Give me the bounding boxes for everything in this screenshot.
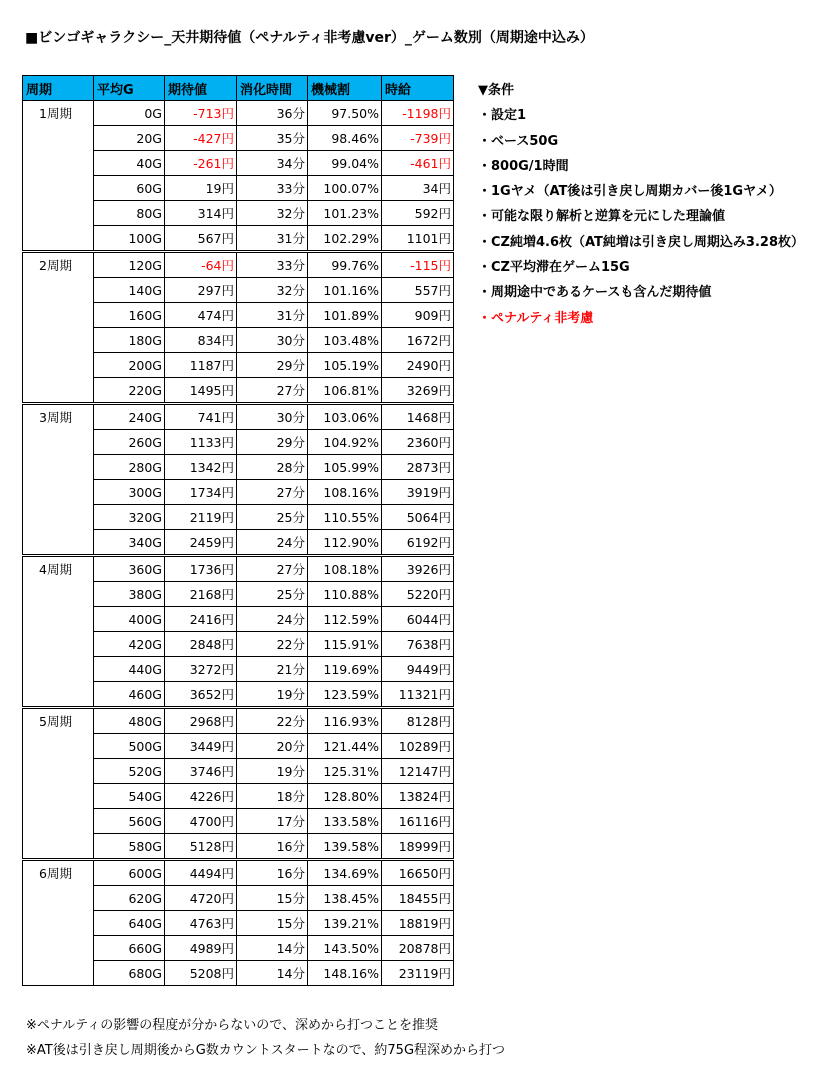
- hourly-wage-cell: 1468円: [382, 404, 454, 430]
- expected-value-cell: 4494円: [165, 860, 237, 886]
- footnote: ※AT後は引き戻し周期後からG数カウントスタートなので、約75G程深めから打つ: [26, 1043, 506, 1058]
- hourly-wage-cell: 16116円: [382, 809, 454, 834]
- payout-rate-cell: 133.58%: [308, 809, 382, 834]
- expected-value-cell: 5128円: [165, 834, 237, 860]
- payout-rate-cell: 99.04%: [308, 151, 382, 176]
- avg-games-cell: 60G: [94, 176, 165, 201]
- hourly-wage-cell: -1198円: [382, 101, 454, 126]
- avg-games-cell: 200G: [94, 353, 165, 378]
- table-row: [23, 860, 454, 886]
- hourly-wage-cell: 34円: [382, 176, 454, 201]
- avg-games-cell: 300G: [94, 480, 165, 505]
- payout-rate-cell: 108.16%: [308, 480, 382, 505]
- expected-value-cell: 1495円: [165, 378, 237, 404]
- play-time-cell: 14分: [237, 936, 308, 961]
- hourly-wage-cell: 5064円: [382, 505, 454, 530]
- hourly-wage-cell: 12147円: [382, 759, 454, 784]
- payout-rate-cell: 139.58%: [308, 834, 382, 860]
- avg-games-cell: 180G: [94, 328, 165, 353]
- expected-value-cell: 567円: [165, 226, 237, 252]
- payout-rate-cell: 99.76%: [308, 252, 382, 278]
- expected-value-cell: 4700円: [165, 809, 237, 834]
- avg-games-cell: 20G: [94, 126, 165, 151]
- hourly-wage-cell: 909円: [382, 303, 454, 328]
- play-time-cell: 22分: [237, 632, 308, 657]
- header-expected-value: 期待値: [165, 76, 237, 101]
- play-time-cell: 31分: [237, 303, 308, 328]
- avg-games-cell: 520G: [94, 759, 165, 784]
- avg-games-cell: 540G: [94, 784, 165, 809]
- play-time-cell: 27分: [237, 480, 308, 505]
- avg-games-cell: 340G: [94, 530, 165, 556]
- hourly-wage-cell: 3919円: [382, 480, 454, 505]
- table-body: [23, 101, 454, 986]
- payout-rate-cell: 106.81%: [308, 378, 382, 404]
- header-payout-rate: 機械割: [308, 76, 382, 101]
- header-cycle: 周期: [23, 76, 94, 101]
- expected-value-cell: 3449円: [165, 734, 237, 759]
- hourly-wage-cell: 11321円: [382, 682, 454, 708]
- payout-rate-cell: 123.59%: [308, 682, 382, 708]
- condition-item: ・1Gヤメ（AT後は引き戻し周期カバー後1Gヤメ）: [478, 184, 782, 200]
- payout-rate-cell: 101.23%: [308, 201, 382, 226]
- table-row: [23, 404, 454, 430]
- play-time-cell: 27分: [237, 378, 308, 404]
- play-time-cell: 33分: [237, 252, 308, 278]
- play-time-cell: 15分: [237, 911, 308, 936]
- payout-rate-cell: 121.44%: [308, 734, 382, 759]
- payout-rate-cell: 119.69%: [308, 657, 382, 682]
- payout-rate-cell: 104.92%: [308, 430, 382, 455]
- payout-rate-cell: 115.91%: [308, 632, 382, 657]
- expected-value-cell: 297円: [165, 278, 237, 303]
- payout-rate-cell: 116.93%: [308, 708, 382, 734]
- hourly-wage-cell: 5220円: [382, 582, 454, 607]
- payout-rate-cell: 98.46%: [308, 126, 382, 151]
- condition-item: ・周期途中であるケースも含んだ期待値: [478, 285, 712, 301]
- play-time-cell: 32分: [237, 278, 308, 303]
- play-time-cell: 32分: [237, 201, 308, 226]
- avg-games-cell: 620G: [94, 886, 165, 911]
- hourly-wage-cell: 557円: [382, 278, 454, 303]
- play-time-cell: 31分: [237, 226, 308, 252]
- condition-item: ・CZ平均滞在ゲーム15G: [478, 260, 630, 276]
- play-time-cell: 24分: [237, 607, 308, 632]
- hourly-wage-cell: 2360円: [382, 430, 454, 455]
- payout-rate-cell: 108.18%: [308, 556, 382, 582]
- expected-value-cell: 1133円: [165, 430, 237, 455]
- hourly-wage-cell: 9449円: [382, 657, 454, 682]
- payout-rate-cell: 100.07%: [308, 176, 382, 201]
- payout-rate-cell: 101.89%: [308, 303, 382, 328]
- expected-value-cell: 3746円: [165, 759, 237, 784]
- condition-item: ・ベース50G: [478, 133, 559, 149]
- payout-rate-cell: 103.48%: [308, 328, 382, 353]
- payout-rate-cell: 112.59%: [308, 607, 382, 632]
- payout-rate-cell: 102.29%: [308, 226, 382, 252]
- play-time-cell: 16分: [237, 834, 308, 860]
- hourly-wage-cell: 3269円: [382, 378, 454, 404]
- avg-games-cell: 240G: [94, 404, 165, 430]
- expected-value-cell: 2459円: [165, 530, 237, 556]
- hourly-wage-cell: 6044円: [382, 607, 454, 632]
- condition-items: [478, 103, 804, 331]
- conditions-heading: ▼条件: [478, 83, 514, 98]
- payout-rate-cell: 139.21%: [308, 911, 382, 936]
- play-time-cell: 30分: [237, 404, 308, 430]
- hourly-wage-cell: -115円: [382, 252, 454, 278]
- avg-games-cell: 220G: [94, 378, 165, 404]
- avg-games-cell: 380G: [94, 582, 165, 607]
- header-play-time: 消化時間: [237, 76, 308, 101]
- payout-rate-cell: 101.16%: [308, 278, 382, 303]
- play-time-cell: 21分: [237, 657, 308, 682]
- avg-games-cell: 320G: [94, 505, 165, 530]
- payout-rate-cell: 134.69%: [308, 860, 382, 886]
- play-time-cell: 30分: [237, 328, 308, 353]
- play-time-cell: 20分: [237, 734, 308, 759]
- expected-value-cell: 4989円: [165, 936, 237, 961]
- avg-games-cell: 580G: [94, 834, 165, 860]
- table-row: [23, 101, 454, 126]
- table-row: [23, 708, 454, 734]
- play-time-cell: 29分: [237, 353, 308, 378]
- expected-value-cell: 19円: [165, 176, 237, 201]
- expected-value-cell: 4720円: [165, 886, 237, 911]
- avg-games-cell: 360G: [94, 556, 165, 582]
- footnote: ※ペナルティの影響の程度が分からないので、深めから打つことを推奨: [26, 1018, 438, 1033]
- avg-games-cell: 40G: [94, 151, 165, 176]
- hourly-wage-cell: 20878円: [382, 936, 454, 961]
- cycle-cell: 2周期: [23, 252, 94, 404]
- cycle-cell: 5周期: [23, 708, 94, 860]
- avg-games-cell: 140G: [94, 278, 165, 303]
- expected-value-cell: 1734円: [165, 480, 237, 505]
- condition-item: ・設定1: [478, 108, 527, 124]
- condition-item: ・ペナルティ非考慮: [478, 310, 594, 326]
- payout-rate-cell: 105.19%: [308, 353, 382, 378]
- hourly-wage-cell: 2873円: [382, 455, 454, 480]
- hourly-wage-cell: 18999円: [382, 834, 454, 860]
- play-time-cell: 29分: [237, 430, 308, 455]
- hourly-wage-cell: 592円: [382, 201, 454, 226]
- hourly-wage-cell: 18455円: [382, 886, 454, 911]
- avg-games-cell: 80G: [94, 201, 165, 226]
- avg-games-cell: 260G: [94, 430, 165, 455]
- condition-item: ・CZ純増4.6枚（AT純増は引き戻し周期込み3.28枚）: [478, 234, 804, 250]
- play-time-cell: 14分: [237, 961, 308, 986]
- payout-rate-cell: 97.50%: [308, 101, 382, 126]
- avg-games-cell: 660G: [94, 936, 165, 961]
- header-avg-games: 平均G: [94, 76, 165, 101]
- payout-rate-cell: 110.55%: [308, 505, 382, 530]
- expected-value-table: [22, 75, 454, 986]
- play-time-cell: 19分: [237, 682, 308, 708]
- hourly-wage-cell: 18819円: [382, 911, 454, 936]
- play-time-cell: 15分: [237, 886, 308, 911]
- expected-value-cell: 834円: [165, 328, 237, 353]
- expected-value-cell: 2119円: [165, 505, 237, 530]
- play-time-cell: 16分: [237, 860, 308, 886]
- expected-value-cell: 741円: [165, 404, 237, 430]
- play-time-cell: 18分: [237, 784, 308, 809]
- hourly-wage-cell: 8128円: [382, 708, 454, 734]
- play-time-cell: 27分: [237, 556, 308, 582]
- play-time-cell: 17分: [237, 809, 308, 834]
- expected-value-cell: -713円: [165, 101, 237, 126]
- payout-rate-cell: 112.90%: [308, 530, 382, 556]
- play-time-cell: 19分: [237, 759, 308, 784]
- expected-value-cell: 2848円: [165, 632, 237, 657]
- expected-value-cell: 314円: [165, 201, 237, 226]
- payout-rate-cell: 128.80%: [308, 784, 382, 809]
- avg-games-cell: 480G: [94, 708, 165, 734]
- hourly-wage-cell: 2490円: [382, 353, 454, 378]
- avg-games-cell: 500G: [94, 734, 165, 759]
- expected-value-cell: 3652円: [165, 682, 237, 708]
- expected-value-cell: -427円: [165, 126, 237, 151]
- footnotes: [26, 1013, 505, 1063]
- header-hourly-wage: 時給: [382, 76, 454, 101]
- hourly-wage-cell: 23119円: [382, 961, 454, 986]
- hourly-wage-cell: 1101円: [382, 226, 454, 252]
- avg-games-cell: 560G: [94, 809, 165, 834]
- table-header-row: [23, 76, 454, 101]
- expected-value-cell: -261円: [165, 151, 237, 176]
- expected-value-cell: 4226円: [165, 784, 237, 809]
- hourly-wage-cell: 13824円: [382, 784, 454, 809]
- payout-rate-cell: 105.99%: [308, 455, 382, 480]
- avg-games-cell: 120G: [94, 252, 165, 278]
- expected-value-cell: 1342円: [165, 455, 237, 480]
- cycle-cell: 4周期: [23, 556, 94, 708]
- hourly-wage-cell: 1672円: [382, 328, 454, 353]
- avg-games-cell: 280G: [94, 455, 165, 480]
- expected-value-cell: 2968円: [165, 708, 237, 734]
- condition-item: ・可能な限り解析と逆算を元にした理論値: [478, 209, 726, 225]
- play-time-cell: 36分: [237, 101, 308, 126]
- cycle-cell: 6周期: [23, 860, 94, 986]
- page-title: ■ビンゴギャラクシー_天井期待値（ペナルティ非考慮ver）_ゲーム数別（周期途中込み）: [25, 30, 594, 46]
- expected-value-cell: 2416円: [165, 607, 237, 632]
- play-time-cell: 28分: [237, 455, 308, 480]
- avg-games-cell: 440G: [94, 657, 165, 682]
- expected-value-cell: 5208円: [165, 961, 237, 986]
- expected-value-cell: 2168円: [165, 582, 237, 607]
- play-time-cell: 22分: [237, 708, 308, 734]
- expected-value-cell: 3272円: [165, 657, 237, 682]
- avg-games-cell: 400G: [94, 607, 165, 632]
- conditions-list: [478, 78, 804, 331]
- hourly-wage-cell: 7638円: [382, 632, 454, 657]
- hourly-wage-cell: 16650円: [382, 860, 454, 886]
- hourly-wage-cell: 10289円: [382, 734, 454, 759]
- avg-games-cell: 680G: [94, 961, 165, 986]
- hourly-wage-cell: -461円: [382, 151, 454, 176]
- play-time-cell: 35分: [237, 126, 308, 151]
- expected-value-cell: 4763円: [165, 911, 237, 936]
- payout-rate-cell: 110.88%: [308, 582, 382, 607]
- avg-games-cell: 0G: [94, 101, 165, 126]
- payout-rate-cell: 125.31%: [308, 759, 382, 784]
- avg-games-cell: 640G: [94, 911, 165, 936]
- payout-rate-cell: 103.06%: [308, 404, 382, 430]
- payout-rate-cell: 138.45%: [308, 886, 382, 911]
- hourly-wage-cell: 6192円: [382, 530, 454, 556]
- avg-games-cell: 420G: [94, 632, 165, 657]
- table-row: [23, 556, 454, 582]
- expected-value-cell: 474円: [165, 303, 237, 328]
- table-row: [23, 252, 454, 278]
- payout-rate-cell: 143.50%: [308, 936, 382, 961]
- cycle-cell: 3周期: [23, 404, 94, 556]
- play-time-cell: 33分: [237, 176, 308, 201]
- hourly-wage-cell: 3926円: [382, 556, 454, 582]
- play-time-cell: 25分: [237, 505, 308, 530]
- play-time-cell: 34分: [237, 151, 308, 176]
- hourly-wage-cell: -739円: [382, 126, 454, 151]
- payout-rate-cell: 148.16%: [308, 961, 382, 986]
- expected-value-cell: 1736円: [165, 556, 237, 582]
- cycle-cell: 1周期: [23, 101, 94, 252]
- play-time-cell: 25分: [237, 582, 308, 607]
- play-time-cell: 24分: [237, 530, 308, 556]
- avg-games-cell: 160G: [94, 303, 165, 328]
- avg-games-cell: 460G: [94, 682, 165, 708]
- avg-games-cell: 100G: [94, 226, 165, 252]
- condition-item: ・800G/1時間: [478, 158, 569, 174]
- avg-games-cell: 600G: [94, 860, 165, 886]
- expected-value-cell: -64円: [165, 252, 237, 278]
- expected-value-cell: 1187円: [165, 353, 237, 378]
